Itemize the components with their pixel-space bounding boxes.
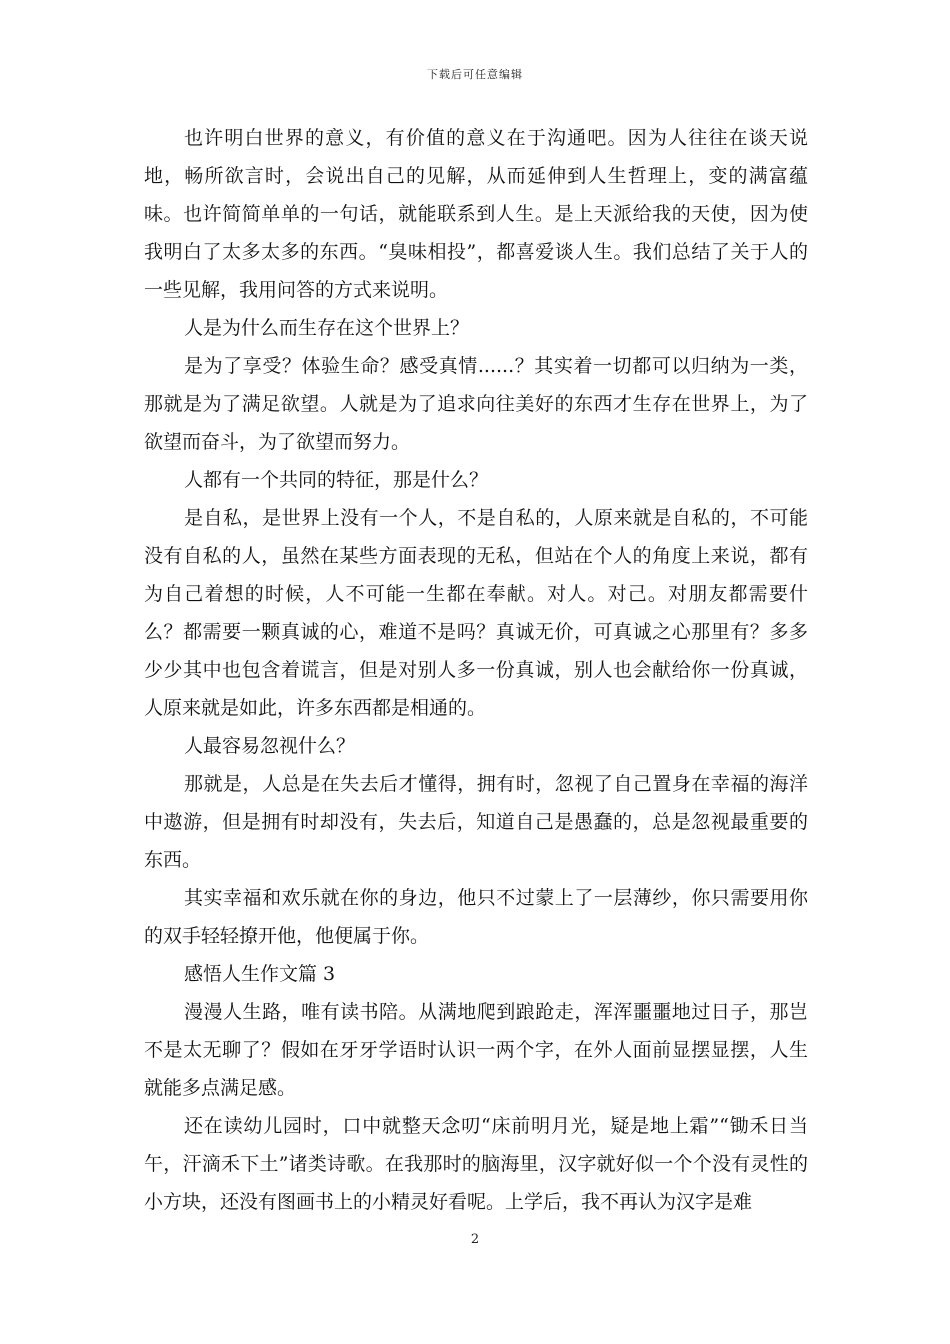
page-header: 下载后可任意编辑 — [427, 68, 523, 81]
page-number: 2 — [470, 1232, 480, 1247]
paragraph: 还在读幼儿园时，口中就整天念叨“床前明月光，疑是地上霜”“锄禾日当午，汗滴禾下土”诸类诗歌。在我那时的脑海里，汉字就好似一个个没有灵性的小方块，还没有图画书上的小精灵好看呢。上学后，我不再认为汉字是难 — [144, 1115, 808, 1213]
paragraph: 也许明白世界的意义，有价值的意义在于沟通吧。因为人往往在谈天说地，畅所欲言时，会说出自己的见解，从而延伸到人生哲理上，变的满富蕴味。也许简简单单的一句话，就能联系到人生。是上天派给我的天使，因为使我明白了太多太多的东西。“臭味相投”，都喜爱谈人生。我们总结了关于人的一些见解，我用问答的方式来说明。 — [144, 127, 808, 301]
document-body — [144, 119, 808, 1221]
paragraph: 漫漫人生路，唯有读书陪。从满地爬到踉跄走，浑浑噩噩地过日子，那岂不是太无聊了？假如在牙牙学语时认识一两个字，在外人面前显摆显摆，人生就能多点满足感。 — [144, 1001, 808, 1099]
paragraph: 那就是，人总是在失去后才懂得，拥有时，忽视了自己置身在幸福的海洋中遨游，但是拥有时却没有，失去后，知道自己是愚蠢的，总是忽视最重要的东西。 — [144, 773, 808, 871]
paragraph: 其实幸福和欢乐就在你的身边，他只不过蒙上了一层薄纱，你只需要用你的双手轻轻撩开他，他便属于你。 — [144, 887, 808, 947]
paragraph: 人最容易忽视什么？ — [184, 735, 356, 757]
paragraph: 是自私，是世界上没有一个人，不是自私的，人原来就是自私的，不可能没有自私的人，虽然在某些方面表现的无私，但站在个人的角度上来说，都有为自己着想的时候，人不可能一生都在奉献。对人。对己。对朋友都需要什么？都需要一颗真诚的心，难道不是吗？真诚无价，可真诚之心那里有？多多少少其中也包含着谎言，但是对别人多一份真诚，别人也会献给你一份真诚，人原来就是如此，许多东西都是相通的。 — [144, 507, 808, 719]
paragraph: 人是为什么而生存在这个世界上？ — [184, 317, 470, 339]
paragraph: 是为了享受？体验生命？感受真情......？其实着一切都可以归纳为一类，那就是为了满足欲望。人就是为了追求向往美好的东西才生存在世界上，为了欲望而奋斗，为了欲望而努力。 — [144, 355, 808, 453]
section-heading: 感悟人生作文篇 3 — [184, 963, 336, 985]
paragraph: 人都有一个共同的特征，那是什么？ — [184, 469, 489, 491]
